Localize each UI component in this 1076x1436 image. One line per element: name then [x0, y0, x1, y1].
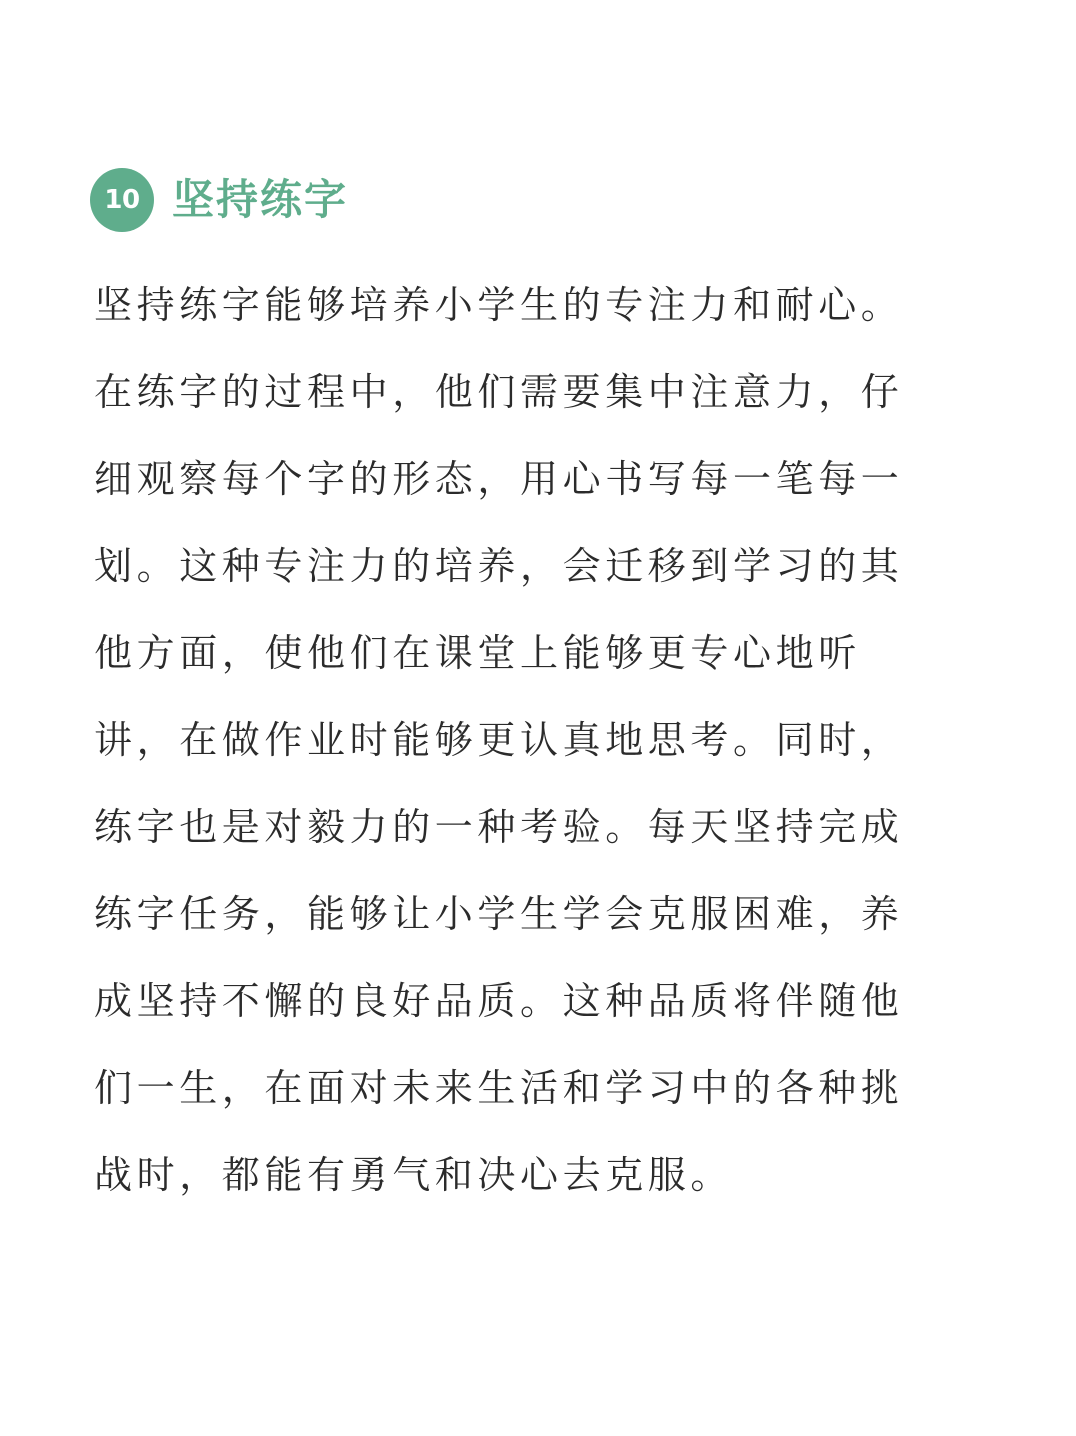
body-line: 练字也是对毅力的一种考验。每天坚持完成 [94, 805, 904, 849]
body-paragraph [94, 262, 994, 1219]
body-line: 坚持练字能够培养小学生的专注力和耐心。 [94, 283, 904, 327]
body-line: 战时，都能有勇气和决心去克服。 [94, 1153, 734, 1197]
body-line: 们一生，在面对未来生活和学习中的各种挑 [94, 1066, 904, 1110]
body-line: 划。这种专注力的培养，会迁移到学习的其 [94, 544, 904, 588]
body-line: 在练字的过程中，他们需要集中注意力，仔 [94, 370, 904, 414]
body-line: 讲，在做作业时能够更认真地思考。同时， [94, 718, 904, 762]
body-line: 练字任务，能够让小学生学会克服困难，养 [94, 892, 904, 936]
section-number-badge: 10 [90, 168, 154, 232]
section-title: 坚持练字 [172, 175, 349, 224]
body-line: 成坚持不懈的良好品质。这种品质将伴随他 [94, 979, 904, 1023]
section-heading [90, 165, 348, 235]
body-line: 细观察每个字的形态，用心书写每一笔每一 [94, 457, 904, 501]
body-line: 他方面，使他们在课堂上能够更专心地听 [94, 631, 861, 675]
